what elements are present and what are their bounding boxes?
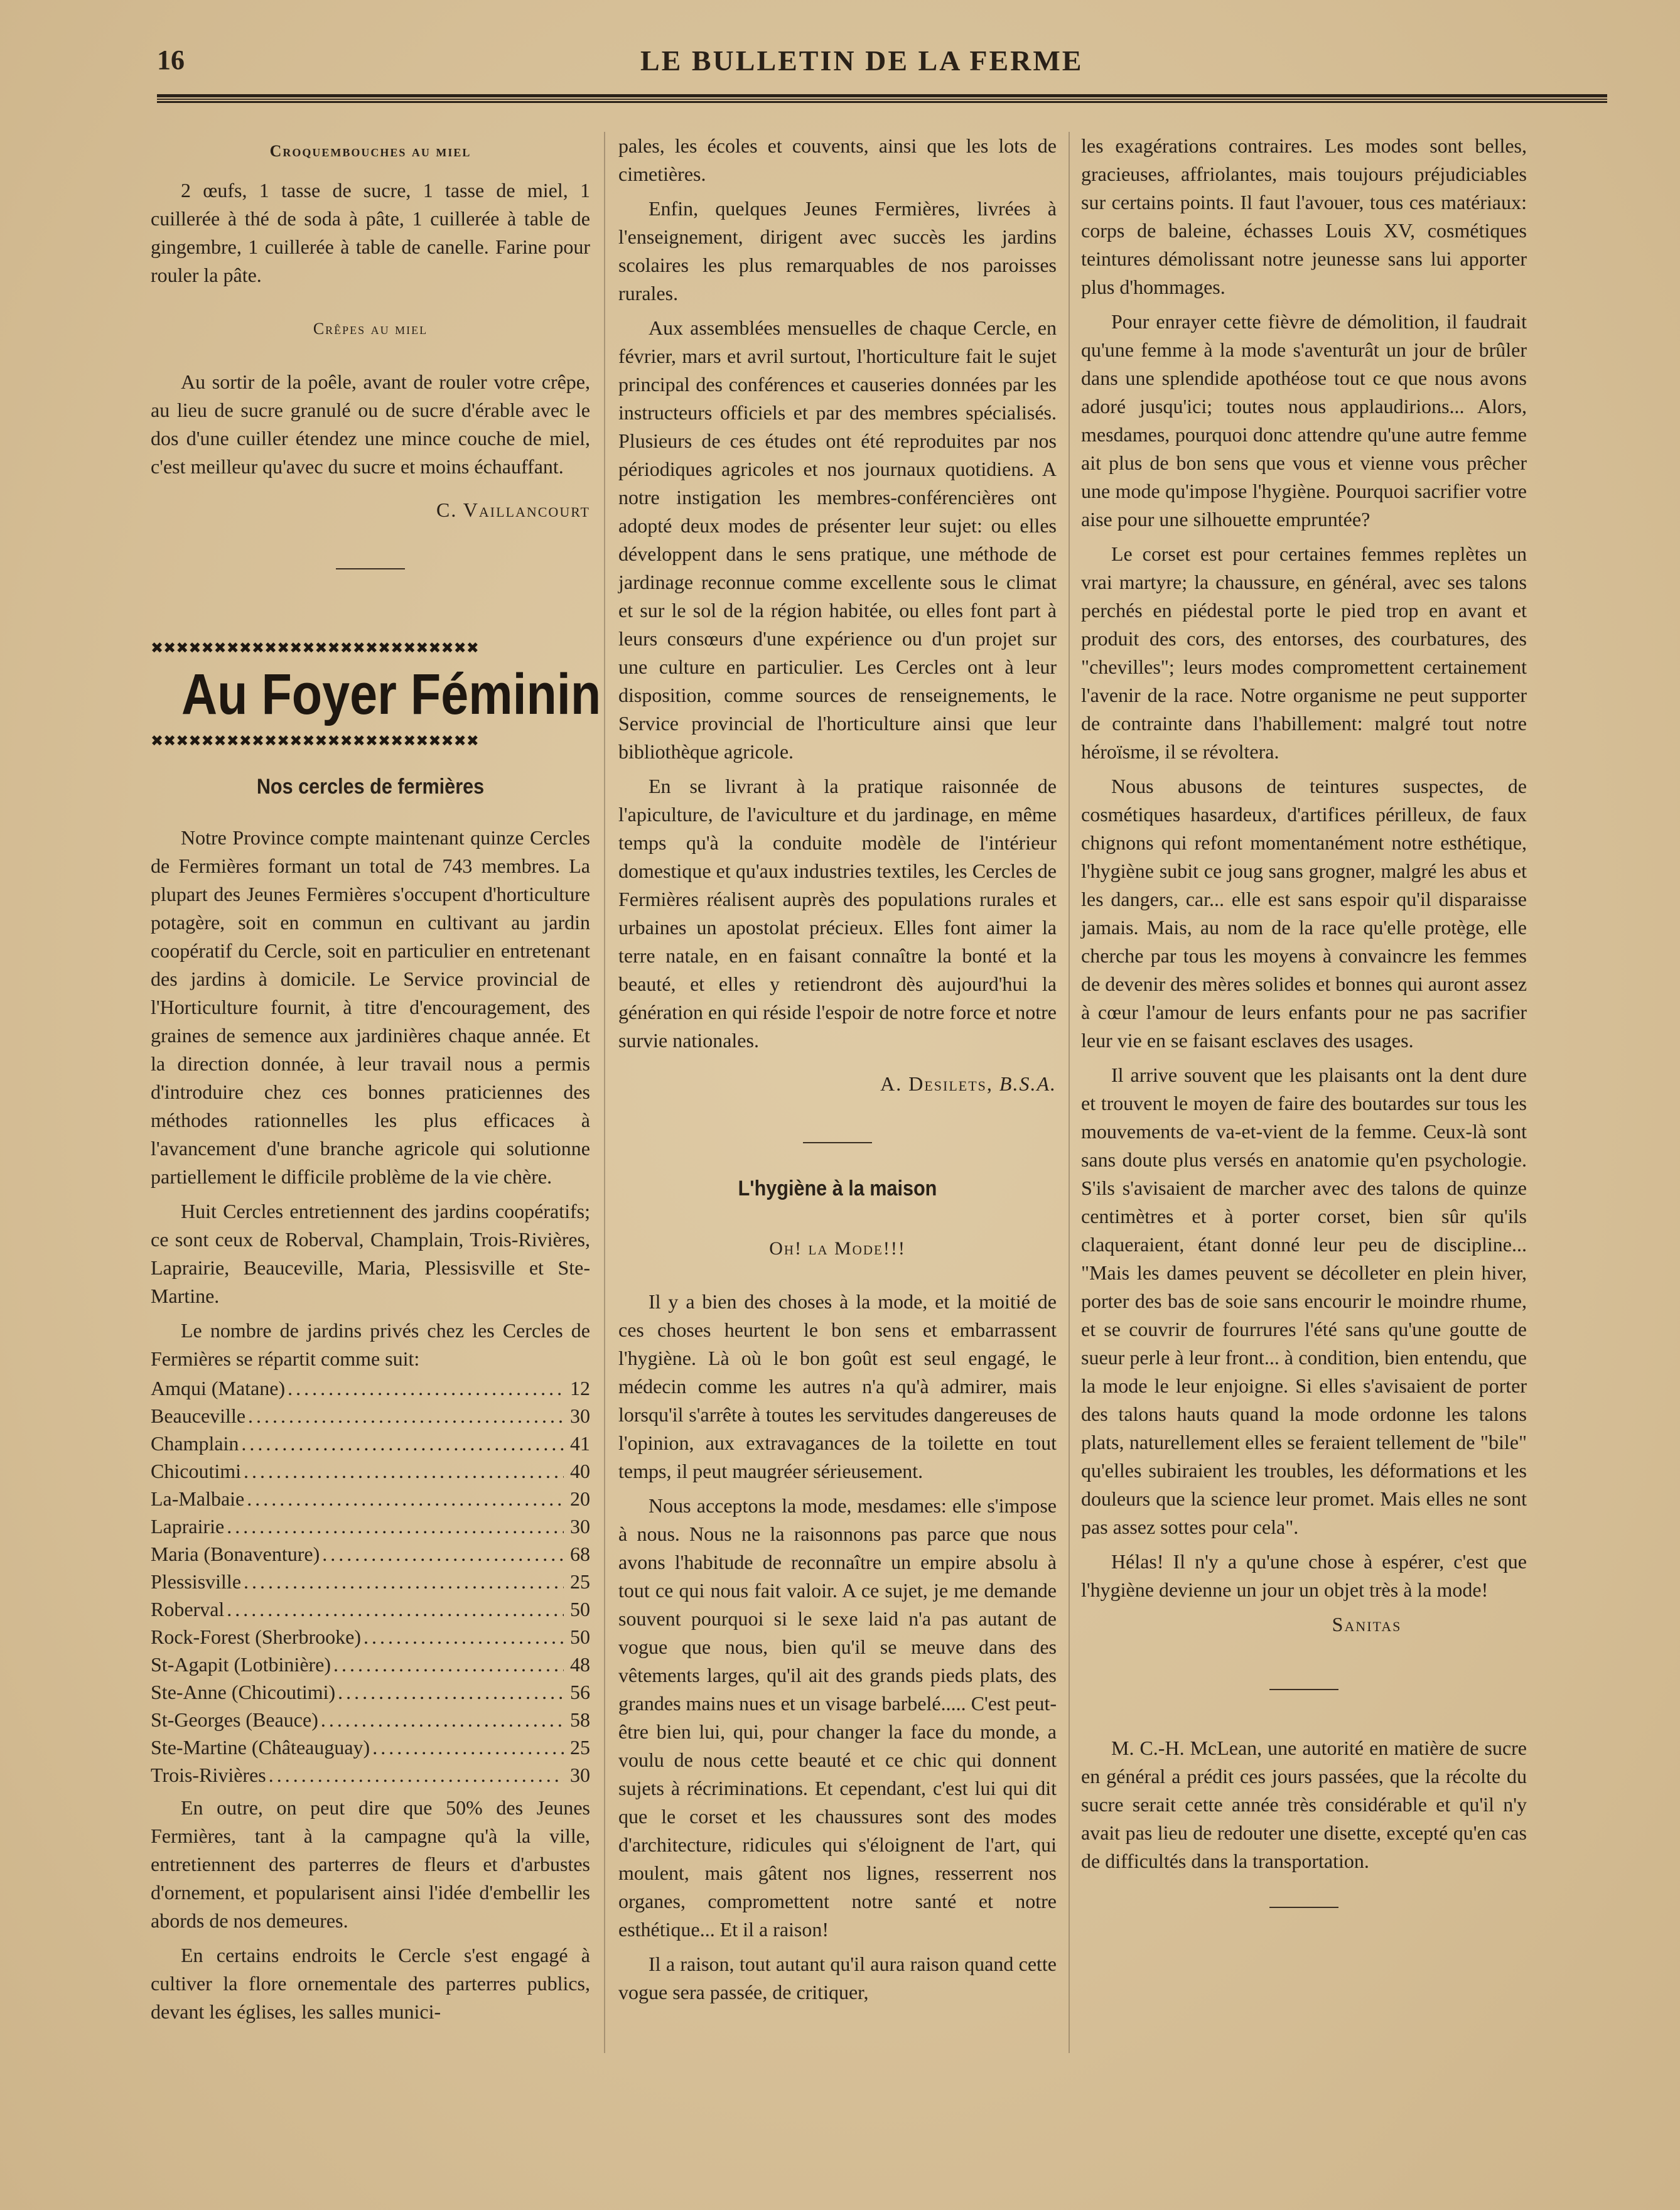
leader-dots [248, 1402, 564, 1430]
header-rule [157, 94, 1607, 103]
garden-count: 20 [570, 1487, 590, 1510]
leader-dots [244, 1457, 564, 1485]
column-divider-left [604, 132, 605, 2053]
paragraph: Nous acceptons la mode, mesdames: elle s'impose à nous. Nous ne la raisonnons pas parce que nous avons l'habitude de reconnaître un empire absolu à tout ce qui nous fait valoir. A ce sujet, je me demande souvent pourquoi si le sexe laid n'a pas autant de vogue que nous, bien qu'il se meuve dans des vêtements larges, qu'il ait des grands pieds plats, des grandes mains nues et un visage barbelé..... C'est peut-être bien lui, qui, pour changer la face du monde, a voulu de nous cette beauté et ce chic qui donnent sujets à récriminations. Et cependant, c'est lui qui dit que le corset et les chaussures sont des modes d'architecture, ridicules qui s'éloignent de l'art, qui moulent, mais gâtent nos lignes, resserrent nos organes, compromettent notre santé et notre esthétique... Et il a raison! [618, 1494, 1057, 1941]
author-signature: C. Vaillancourt [436, 499, 590, 521]
list-item [151, 1706, 590, 1733]
leader-dots [227, 1512, 564, 1541]
paragraph: Enfin, quelques Jeunes Fermières, livrées à l'enseignement, dirigent avec succès les jardins scolaires les plus remarquables de nos paroisses rurales. [618, 197, 1057, 305]
column-divider-right [1069, 132, 1070, 2053]
garden-count: 50 [570, 1598, 590, 1620]
author-signature [618, 1070, 1057, 1098]
leader-dots [372, 1733, 564, 1762]
paragraph: Aux assemblées mensuelles de chaque Cercle, en février, mars et avril surtout, l'horticulture fait le sujet principal des conférences et causeries données par les instructeurs officiels et par des membres spécialisés. Plusieurs de ces études ont été reproduites par nos périodiques agricoles et nos journaux quotidiens. A notre instigation les membres-conférencières ont adopté deux modes de présenter leur sujet: ou elles développent dans le sens pratique, une méthode de jardinage reconnue comme excellente sous le climat et sur le sol de la région habitée, ou elles font part à leurs consœurs d'une expérience ou d'un projet sur une culture en particulier. Les Cercles ont à leur disposition, comme sources de renseignements, le Service provincial de l'horticulture ainsi que leur bibliothèque agricole. [618, 316, 1057, 763]
section-banner [151, 626, 601, 749]
leader-dots [363, 1623, 564, 1651]
journal-title: LE BULLETIN DE LA FERME [640, 45, 1084, 77]
author-credential: B.S.A. [999, 1072, 1057, 1095]
leader-dots [321, 1706, 564, 1734]
list-item [151, 1651, 590, 1678]
list-item [151, 1595, 590, 1623]
paragraph: Le nombre de jardins privés chez les Cercles de Fermières se répartit comme suit: [151, 1319, 590, 1370]
list-item [151, 1512, 590, 1540]
paragraph: Huit Cercles entretiennent des jardins coopératifs; ce sont ceux de Roberval, Champlain, Trois-Rivières, Laprairie, Beauceville, Maria, Plessisville et Ste-Martine. [151, 1200, 590, 1307]
paragraph: Le corset est pour certaines femmes replètes un vrai martyre; la chaussure, en général, avec ses talons perchés en piédestal porte le pied trop en avant et produit des cors, des entorses, des courbatures, des "chevilles"; leurs modes compromettent certainement l'avenir de la race. Notre organisme ne peut supporter de contrainte dans l'habillement: malgré tout notre héroïsme, il se révoltera. [1081, 542, 1527, 763]
list-item [151, 1568, 590, 1595]
garden-name: Roberval [151, 1598, 225, 1620]
recipe-body: Au sortir de la poêle, avant de rouler votre crêpe, au lieu de sucre granulé ou de sucre d'érable avec le dos d'une cuiller étendez une mince couche de miel, c'est meilleur qu'avec du sucre et moins échauffant. [151, 370, 590, 478]
separator [1269, 1907, 1338, 1908]
garden-count: 30 [570, 1764, 590, 1786]
list-item [151, 1485, 590, 1512]
garden-count: 30 [570, 1515, 590, 1538]
leader-dots [227, 1595, 564, 1624]
garden-count: 48 [570, 1653, 590, 1676]
separator [1269, 1689, 1338, 1690]
column-2 [618, 132, 1057, 2013]
garden-count: 58 [570, 1708, 590, 1731]
leader-dots [269, 1761, 564, 1789]
paragraph: Notre Province compte maintenant quinze Cercles de Fermières formant un total de 743 membres. La plupart des Jeunes Fermières s'occupent d'horticulture potagère, soit en commun en cultivant au jardin coopératif du Cercle, soit en particulier en entretenant des jardins à domicile. Le Service provincial de l'Horticulture fournit, à titre d'encouragement, des graines de semence aux jardinières chaque année. Et la direction donnée, à leur travail nous a permis d'introduire chez ces bonnes praticiennes des méthodes rationnelles les plus efficaces à l'avancement d'une branche agricole qui solutionne partiellement le difficile problème de la vie chère. [151, 826, 590, 1188]
list-item [151, 1678, 590, 1706]
column-1 [151, 132, 601, 2032]
article-subtitle: Oh! la Mode!!! [769, 1238, 906, 1259]
list-item [151, 1623, 590, 1651]
garden-count: 12 [570, 1377, 590, 1399]
paragraph: Il y a bien des choses à la mode, et la moitié de ces choses heurtent le bon sens et embarrassent l'hygiène. Là où le bon goût est seul engagé, le médecin comme les autres n'a qu'à admirer, mais lorsqu'il s'arrête à toutes les servitudes dangereuses de l'opinion, aux extravagances de la toilette en tout temps, il peut maugréer sérieusement. [618, 1290, 1057, 1482]
garden-name: Amqui (Matane) [151, 1377, 286, 1399]
paragraph: pales, les écoles et couvents, ainsi que les lots de cimetières. [618, 134, 1057, 185]
garden-name: Plessisville [151, 1570, 242, 1593]
recipe-title: Croquembouches au miel [269, 142, 471, 160]
garden-name: Maria (Bonaventure) [151, 1543, 320, 1565]
garden-name: St-Agapit (Lotbinière) [151, 1653, 331, 1676]
garden-count: 25 [570, 1736, 590, 1759]
separator [803, 1142, 872, 1143]
leader-dots [338, 1678, 564, 1706]
paragraph: Nous abusons de teintures suspectes, de cosmétiques hasardeux, d'artifices périlleux, de faux chignons qui refont momentanément notre esthétique, l'hygiène subit ce joug sans grogner, malgré les abus et les dangers, car... elle est sans espoir qu'il disparaisse jamais. Mais, au nom de la race qu'elle protège, elle cherche par tous les moyens à convaincre les femmes de devenir des mères solides et bonnes qui auront assez à cœur l'amour de leurs enfants pour ne pas sacrifier leur vie en se faisant esclaves des usages. [1081, 775, 1527, 1052]
paragraph: En se livrant à la pratique raisonnée de l'apiculture, de l'aviculture et du jardinage, en même temps qu'à la conduite modèle de l'intérieur domestique et qu'aux industries textiles, les Cercles de Fermières réalisent auprès des populations rurales et urbaines un apostolat précieux. Elles font aimer la terre natale, en en faisant connaître la bonté et la beauté, et elles y retiendront dès aujourd'hui la génération en qui réside l'espoir de notre force et notre survie nationales. [618, 775, 1057, 1052]
garden-name: Trois-Rivières [151, 1764, 266, 1786]
paragraph: les exagérations contraires. Les modes sont belles, gracieuses, affriolantes, mais toujours préjudiciables sur certains points. Il faut l'avouer, tous ces matériaux: corps de baleine, échasses Louis XV, cosmétiques teintures démolissant notre jeunesse sans lui apporter plus d'hommages. [1081, 134, 1527, 298]
list-item [151, 1733, 590, 1761]
banner-title: Au Foyer Féminin [181, 662, 601, 726]
page-number: 16 [157, 45, 185, 75]
section-heading: Nos cercles de fermières [256, 775, 485, 799]
paragraph: Pour enrayer cette fièvre de démolition, il faudrait qu'une femme à la mode s'aventurât un jour de brûler dans une splendide apothéose tout ce que nous avons adoré jusqu'ici; toutes nous applaudirions... Alors, mesdames, pourquoi donc attendre qu'une autre femme ait plus de bon sens que vous et vienne vous prêcher une mode qu'impose l'hygiène. Pourquoi sacrifier votre aise pour une silhouette empruntée? [1081, 310, 1527, 531]
garden-name: Beauceville [151, 1404, 246, 1427]
garden-count: 40 [570, 1460, 590, 1482]
garden-name: Laprairie [151, 1515, 225, 1538]
garden-count: 56 [570, 1681, 590, 1703]
recipe-title: Crêpes au miel [313, 320, 428, 338]
banner-ornament-top: ✖✖✖✖✖✖✖✖✖✖✖✖✖✖✖✖✖✖✖✖✖✖✖✖✖✖ [151, 640, 479, 656]
paragraph: Il a raison, tout autant qu'il aura raison quand cette vogue sera passée, de critiquer, [618, 1953, 1057, 2003]
garden-name: La-Malbaie [151, 1487, 245, 1510]
leader-dots [247, 1485, 564, 1513]
garden-list [151, 1374, 590, 1789]
leader-dots [333, 1651, 564, 1679]
recipe-body: 2 œufs, 1 tasse de sucre, 1 tasse de miel, 1 cuillerée à thé de soda à pâte, 1 cuillerée à table de gingembre, 1 cuillerée à table de canelle. Farine pour rouler la pâte. [151, 179, 590, 286]
garden-count: 68 [570, 1543, 590, 1565]
garden-name: St-Georges (Beauce) [151, 1708, 318, 1731]
garden-count: 50 [570, 1625, 590, 1648]
leader-dots [322, 1540, 564, 1568]
garden-count: 25 [570, 1570, 590, 1593]
paragraph: M. C.-H. McLean, une autorité en matière de sucre en général a prédit ces jours passées, que la récolte du sucre serait cette année très considérable et qu'il n'y avait pas lieu de redouter une disette, excepté qu'en cas de difficultés dans la transportation. [1081, 1737, 1527, 1872]
paragraph: Hélas! Il n'y a qu'une chose à espérer, c'est que l'hygiène devienne un jour un objet très à la mode! [1081, 1550, 1527, 1601]
separator [336, 568, 405, 569]
list-item [151, 1540, 590, 1568]
leader-dots [241, 1430, 564, 1458]
garden-name: Champlain [151, 1432, 239, 1455]
paragraph: En outre, on peut dire que 50% des Jeunes Fermières, tant à la campagne qu'à la ville, entretiennent des parterres de fleurs et d'arbustes d'ornement, et popularisent ainsi l'idée d'embellir les abords de nos demeures. [151, 1796, 590, 1932]
garden-count: 30 [570, 1404, 590, 1427]
paragraph: En certains endroits le Cercle s'est engagé à cultiver la flore ornementale des parterres publics, devant les églises, les salles munici- [151, 1944, 590, 2023]
garden-name: Ste-Anne (Chicoutimi) [151, 1681, 336, 1703]
author-name: A. Desilets, [880, 1072, 993, 1095]
leader-dots [288, 1374, 564, 1403]
column-3 [1081, 132, 1527, 1939]
garden-name: Rock-Forest (Sherbrooke) [151, 1625, 362, 1648]
section-heading: L'hygiène à la maison [738, 1177, 937, 1200]
list-item [151, 1457, 590, 1485]
banner-ornament-bottom: ✖✖✖✖✖✖✖✖✖✖✖✖✖✖✖✖✖✖✖✖✖✖✖✖✖✖ [151, 733, 479, 749]
garden-name: Chicoutimi [151, 1460, 241, 1482]
garden-name: Ste-Martine (Châteauguay) [151, 1736, 370, 1759]
list-item [151, 1761, 590, 1789]
author-signature: Sanitas [1332, 1613, 1402, 1636]
leader-dots [244, 1568, 564, 1596]
paragraph: Il arrive souvent que les plaisants ont la dent dure et trouvent le moyen de faire des boutardes sur tous les mouvements de va-et-vient de la femme. Ceux-là sont sans doute plus versés en anatomie qu'en psychologie. S'ils s'avisaient de marcher avec des talons de quinze centimètres et à porter corset, bien sûr qu'ils claqueraient, étant donné leur peu de discipline... "Mais les dames peuvent se décolleter en plein hiver, porter des bas de soie sans encourir le moindre rhume, et se couvrir de fourrures l'été sans qu'une goutte de sueur perle à leur front... à condition, bien entendu, que la mode le leur enjoigne. Si elles s'avisaient de porter des talons hauts quand la mode ordonne les talons plats, naturellement elles se feraient tellement de "bile" qu'elles subiraient les troubles, les déformations et les douleurs que la science leur promet. Mais elles ne sont pas assez sottes pour cela". [1081, 1064, 1527, 1538]
list-item [151, 1430, 590, 1457]
list-item [151, 1402, 590, 1430]
list-item [151, 1374, 590, 1402]
garden-count: 41 [570, 1432, 590, 1455]
